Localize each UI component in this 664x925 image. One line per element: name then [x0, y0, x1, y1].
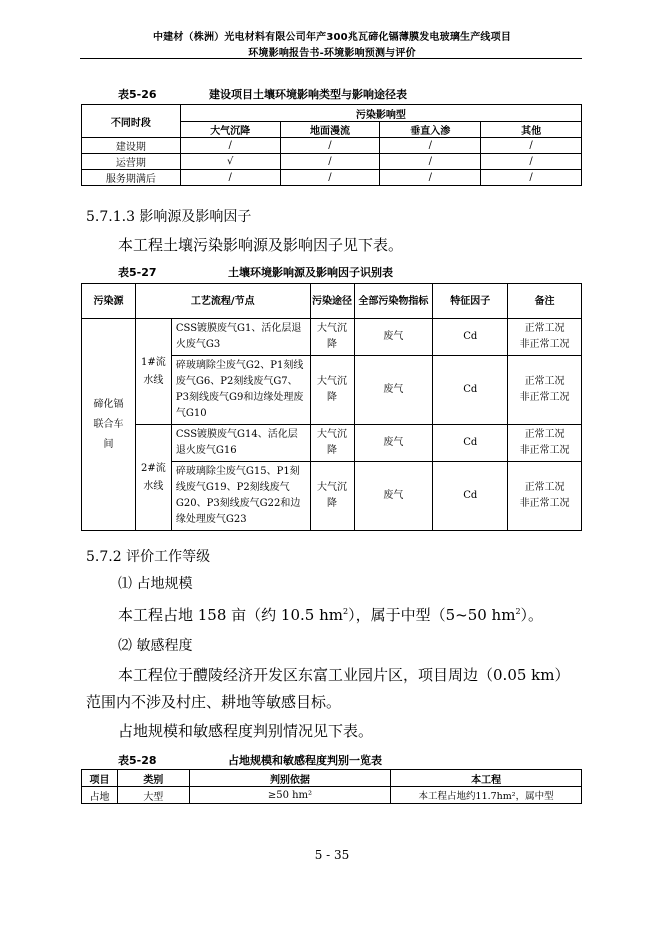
col-header: 判别依据	[189, 770, 390, 787]
header-process: 工艺流程/节点	[135, 284, 310, 319]
table-row	[82, 170, 582, 186]
section-heading: 5.7.1.3 影响源及影响因子	[86, 209, 252, 225]
list-item-heading: ⑵ 敏感程度	[118, 638, 193, 654]
table-5-28	[81, 769, 582, 804]
factor-cell: Cd	[433, 319, 508, 356]
table-5-26	[81, 104, 582, 186]
note-cell: 正常工况 非正常工况	[508, 462, 582, 531]
col-header: 地面漫流	[280, 122, 380, 138]
page-number: 5 - 35	[314, 848, 350, 862]
col-header: 类别	[117, 770, 189, 787]
table-number: 表5-28	[118, 754, 157, 767]
table-title: 占地规模和敏感程度判别一览表	[228, 754, 382, 767]
table-row	[82, 154, 582, 170]
route-cell: 大气沉降	[310, 356, 354, 425]
table-cell: √	[180, 154, 280, 170]
col-stage-header: 不同时段	[82, 105, 181, 138]
list-item-heading: ⑴ 占地规模	[118, 576, 193, 592]
stage-cell: 建设期	[82, 138, 181, 154]
table-number: 表5-27	[118, 266, 157, 279]
stage-cell: 运营期	[82, 154, 181, 170]
stage-cell: 服务期满后	[82, 170, 181, 186]
note-cell: 正常工况 非正常工况	[508, 356, 582, 425]
line-cell: 2#流水线	[135, 425, 171, 531]
table-row	[82, 425, 582, 462]
node-desc: 碎玻璃除尘废气G2、P1刻线废气G6、P2刻线废气G7、P3刻线废气G9和边缘处理废气G10	[171, 356, 310, 425]
table-cell: 本工程占地约11.7hm²，属中型	[391, 787, 582, 804]
col-header: 大气沉降	[180, 122, 280, 138]
table-row	[82, 319, 582, 356]
paragraph: 范围内不涉及村庄、耕地等敏感目标。	[86, 693, 342, 711]
section-heading: 5.7.2 评价工作等级	[86, 549, 211, 565]
note-cell: 正常工况 非正常工况	[508, 425, 582, 462]
document-header-title: 中建材（株洲）光电材料有限公司年产300兆瓦碲化镉薄膜发电玻璃生产线项目	[152, 32, 512, 43]
route-cell: 大气沉降	[310, 319, 354, 356]
table-cell: /	[380, 170, 481, 186]
line-cell: 1#流水线	[135, 319, 171, 425]
table-cell: /	[280, 138, 380, 154]
table-number: 表5-26	[118, 88, 157, 101]
table-title: 建设项目土壤环境影响类型与影响途径表	[209, 88, 407, 101]
document-header-subtitle: 环境影响报告书-环境影响预测与评价	[248, 48, 416, 59]
indicator-cell: 废气	[354, 462, 433, 531]
factor-cell: Cd	[433, 462, 508, 531]
route-cell: 大气沉降	[310, 462, 354, 531]
table-cell: /	[180, 170, 280, 186]
table-row	[82, 138, 582, 154]
factor-cell: Cd	[433, 425, 508, 462]
route-cell: 大气沉降	[310, 425, 354, 462]
col-header: 其他	[481, 122, 582, 138]
table-cell: /	[280, 170, 380, 186]
col-header: 项目	[82, 770, 118, 787]
paragraph: 本工程占地 158 亩（约 10.5 $hm^2$），属于中型（5~50 $hm^2$）。	[118, 606, 544, 624]
factor-cell: Cd	[433, 356, 508, 425]
node-desc: 碎玻璃除尘废气G15、P1刻线废气G19、P2刻线废气G20、P3刻线废气G22和边缘处理废气G23	[171, 462, 310, 531]
header-indicator: 全部污染物指标	[354, 284, 433, 319]
paragraph: 本工程土壤污染影响源及影响因子见下表。	[118, 236, 404, 254]
table-cell: /	[481, 138, 582, 154]
note-cell: 正常工况 非正常工况	[508, 319, 582, 356]
node-desc: CSS镀膜废气G14、活化层退火废气G16	[171, 425, 310, 462]
table-cell: /	[380, 154, 481, 170]
header-route: 污染途径	[310, 284, 354, 319]
paragraph: 本工程位于醴陵经济开发区东富工业园片区，项目周边（0.05 km）	[118, 666, 570, 684]
paragraph: 占地规模和敏感程度判别情况见下表。	[118, 722, 374, 740]
header-note: 备注	[508, 284, 582, 319]
indicator-cell: 废气	[354, 356, 433, 425]
table-row	[82, 787, 582, 804]
table-cell: 大型	[117, 787, 189, 804]
table-title: 土壤环境影响源及影响因子识别表	[228, 266, 393, 279]
table-cell: /	[481, 154, 582, 170]
table-cell: ≥50 hm²	[189, 787, 390, 804]
node-desc: CSS镀膜废气G1、活化层退火废气G3	[171, 319, 310, 356]
source-cell: 碲化镉联合车间	[82, 319, 136, 531]
table-cell: /	[481, 170, 582, 186]
col-header: 本工程	[391, 770, 582, 787]
header-source: 污染源	[82, 284, 136, 319]
header-factor: 特征因子	[433, 284, 508, 319]
header-rule	[80, 58, 582, 59]
table-cell: 占地	[82, 787, 118, 804]
col-header: 垂直入渗	[380, 122, 481, 138]
indicator-cell: 废气	[354, 425, 433, 462]
indicator-cell: 废气	[354, 319, 433, 356]
table-cell: /	[280, 154, 380, 170]
table-cell: /	[380, 138, 481, 154]
table-cell: /	[180, 138, 280, 154]
table-5-27	[81, 283, 582, 531]
group-header: 污染影响型	[180, 105, 581, 122]
